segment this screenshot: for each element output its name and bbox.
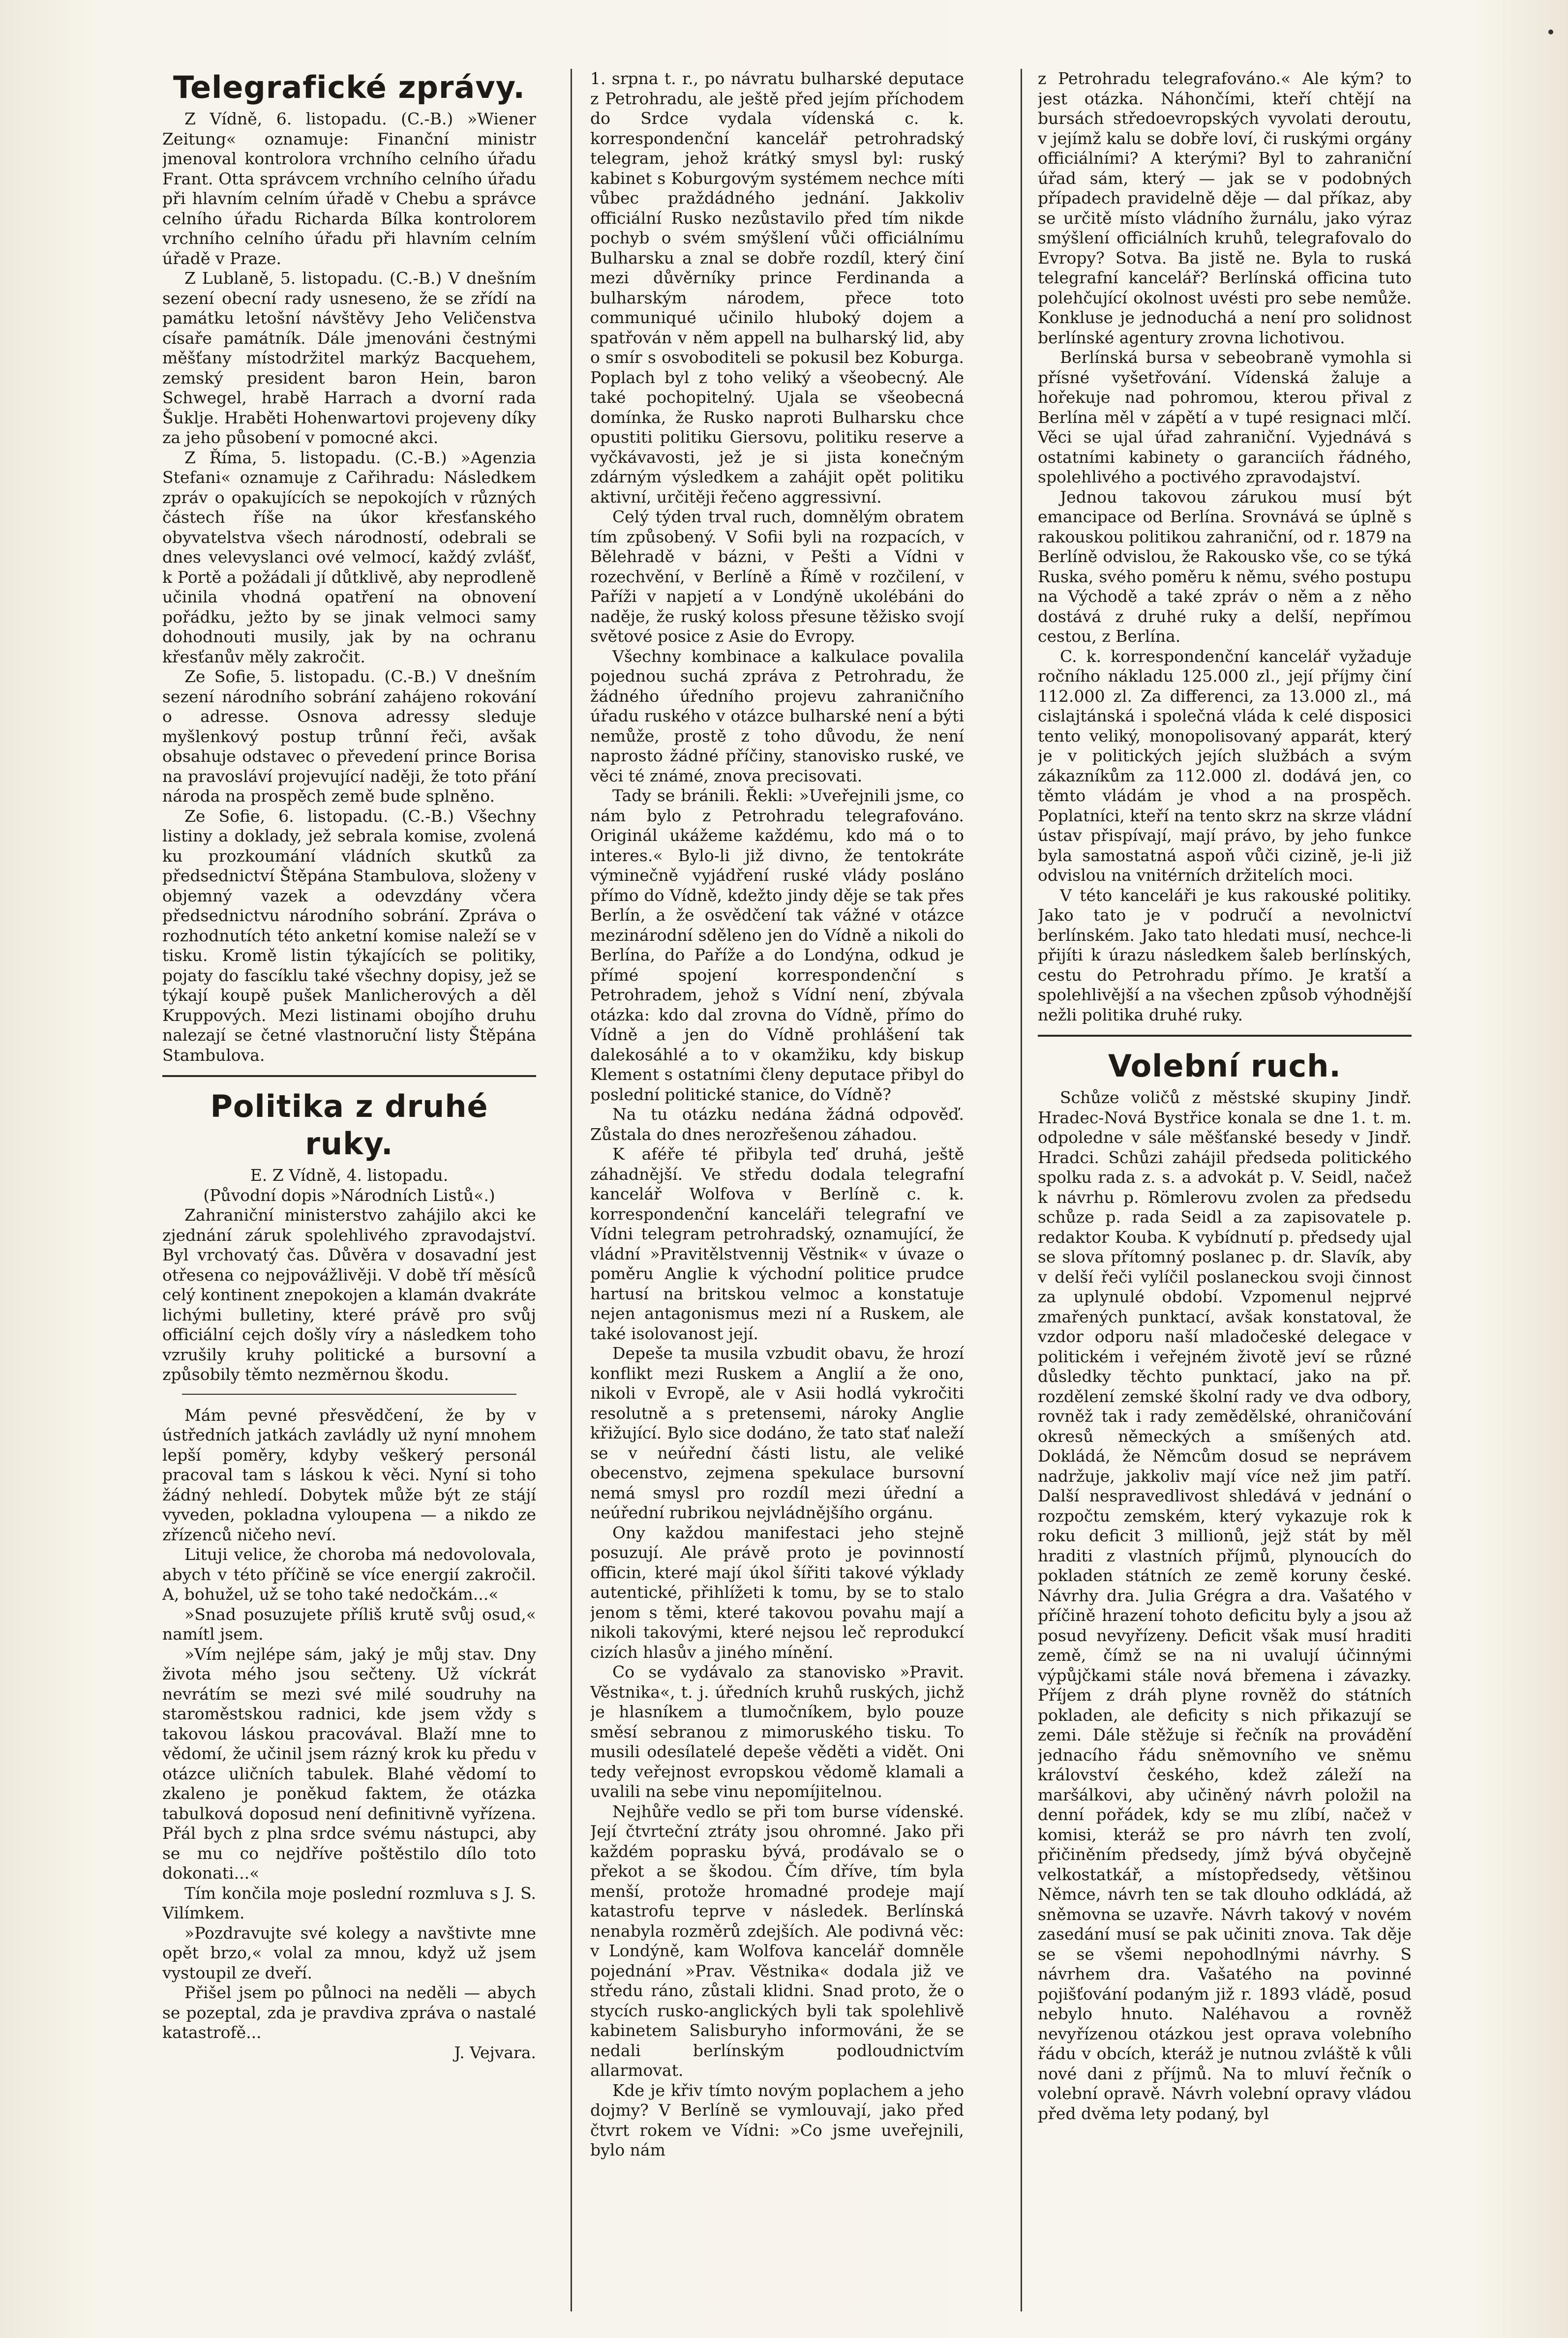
election-paragraph: Schůze voličů z městské skupiny Jindř. Hradec-Nová Bystřice konala se dne 1. t. m. odpoledne v sále měšťanské besedy v Jindř. Hradci. Schůzi zahájil předseda politického spolku rada z. s. a advokát p. V. Seidl, načež k návrhu p. Römlerovu zvolen za předsedu schůze p. rada Seidl a za zapisovatele p. redaktor Kouba. K vybídnutí p. předsedy ujal se slova přítomný poslanec p. dr. Slavík, aby v delší řeči vylíčil poslaneckou svoji činnost za uplynulé období. Vzpomenul nejprvé zmařených punktací, avšak konstatoval, že vzdor odporu naší mladočeské delegace v politickém i veřejném životě jeví se různé důsledky těchto punktací, jako na př. rozdělení zemské školní rady ve dva odbory, rovněž tak i rady zemědělské, ohraničování okresů německých a smíšených atd. Dokládá, že Němcům dosud se neprávem nadržuje, jakkoliv mají více než jim patří. Další nespravedlivost shledává v jednání o rozpočtu zemském, který vykazuje rok k roku deficit 3 millionů, jejž stát by měl hraditi z vlastních příjmů, plynoucích do pokladen státních ze země koruny české. Návrhy dra. Julia Grégra a dra. Vašatého v příčině hrazení tohoto deficitu byly a jsou až posud nevyřízeny. Deficit však musí hraditi země, čímž se na ni uvalují účinnými výpůjčkami stále nová břemena i závazky. Příjem z dráh plyne rovněž do státních pokladen, ale deficity s nich přikazují se zemi. Dále stěžuje si řečník na provádění jednacího řádu sněmovního ve sněmu království českého, kdež záleží na maršálkovi, aby učiněný návrh položil na denní pořádek, kdy se mu zlíbí, načež v komisi, kteráž se pro návrh ten zvolí, přičiněním předsedy, jímž bývá obyčejně velkostatkář, a místopředsedy, většinou Němce, návrh ten se tak dlouho odkládá, až sněmovna se uzavře. Návrh takový v novém zasedání musí se pak učiniti znova. Tak děje se se všemi nepohodlnými návrhy. S návrhem dra. Vašatého na povinné pojišťování podaným již r. 1893 vládě, posud nebylo hnuto. Naléhavou a rovněž nevyřízenou otázkou jest oprava volebního řádu v obcích, kteráž je nutnou zvláště k vůli nové dani z příjmů. Na to mluví řečník o volební opravě. Návrh volební opravy vládou před dvěma lety podaný, byl [1038,1088,1412,2123]
feuilleton-paragraph: »Snad posuzujete příliš krutě svůj osud,« namítl jsem. [162,1604,536,1644]
feuilleton-paragraph: »Pozdravujte své kolegy a navštivte mne opět brzo,« volal za mnou, když už jsem vystoupil ze dveří. [162,1923,536,1982]
news-item-vienna: Z Vídně, 6. listopadu. (C.-B.) »Wiener Zeitung« oznamuje: Finanční ministr jmenoval kontrolora vrchního celního úřadu Frant. Otta správcem vrchního celního úřadu při hlavním celním úřadě v Chebu a správce celního úřadu Richarda Bílka kontrolorem vrchního celního úřadu při hlavním celním úřadě v Praze. [162,109,536,268]
dateline: E. Z Vídně, 4. listopadu. [250,1166,449,1185]
feuilleton-paragraph: Tím končila moje poslední rozmluva s J. S. Vilímkem. [162,1883,536,1922]
article-paragraph: V této kanceláři je kus rakouské politiky. Jako tato je v područí a nevolnictví berlínském. Jako tato hledati musí, nechce-li přijíti k úrazu následkem šaleb berlínských, cestu do Petrohradu přímo. Je kratší a spolehlivější a na všechen způsob výhodnější nežli politika druhé ruky. [1038,885,1412,1024]
article-paragraph: Depeše ta musila vzbudit obavu, že hrozí konflikt mezi Ruskem a Anglií a že ono, nikoli v Evropě, ale v Asii hodlá vykročiti resolutně a s pretensemi, nároky Anglie křižující. Bylo sice dodáno, že tato stať naleží se v neúřední části listu, ale veliké obecenstvo, zejmena spekulace bursovní nemá smysl pro rozdíl mezi úřední a neúřední rubrikou nejvládnějšího orgánu. [590,1344,964,1522]
feuilleton-paragraph: »Vím nejlépe sám, jaký je můj stav. Dny života mého jsou sečteny. Už víckrát nevrátím se mezi své milé soudruhy na staroměstskou radnici, kde jsem vždy s takovou láskou pracovával. Blaží mne to vědomí, že učinil jsem rázný krok ku předu v otázce uličních tabulek. Blahé vědomí to zkaleno je poněkud faktem, že otázka tabulková doposud není definitivně vyřízena. Přál bych z plna srdce svému nástupci, aby se mu co nejdříve poštěstilo dílo toto dokonati...« [162,1644,536,1883]
article-paragraph: Zahraniční ministerstvo zahájilo akci ke zjednání záruk spolehlivého zpravodajství. Byl vrchovatý čas. Důvěra v dosavadní jest otřesena co nejpovážlivěji. V době tří měsíců celý kontinent znepokojen a klamán dvakráte lichými bulletiny, které právě pro svůj officiální cejch došly víry a následkem toho vzrušily kruhy politické a bursovní a způsobily těmto nezměrnou škodu. [162,1205,536,1384]
column-rule-right [1021,69,1022,2311]
article-paragraph: 1. srpna t. r., po návratu bulharské deputace z Petrohradu, ale ještě před jejím příchodem do Srdce vydala vídenská c. k. korrespondenční kancelář petrohradský telegram, jehož krátký smysl byl: ruský kabinet s Koburgovým systémem nechce míti vůbec praždádného jednání. Jakkoliv officiální Rusko nezůstavilo před tím nikde pochyb o svém smýšlení vůči officiálnímu Bulharsku a znal se dobře rozdíl, který činí mezi důvěrníky prince Ferdinanda a bulharským národem, přece toto communiqué učinilo hluboký dojem a spatřován v něm appell na bulharský lid, aby o smír s osvoboditeli se pokusil bez Koburga. Poplach byl z toho veliký a všeobecný. Ale také pochopitelný. Ujala se všeobecná domínka, že Rusko naproti Bulharsku chce opustiti politiku Giersovu, politiku reserve a vyčkávavosti, jež je si jista konečným zdárným výsledkem a zahájit opět politiku aktivní, určitěji řečeno aggressivní. [590,69,964,507]
article-paragraph: Ony každou manifestaci jeho stejně posuzují. Ale právě proto je povinností officin, které mají úkol šířiti takové výklady autentické, přihlížeti k tomu, by se to stalo jenom s těmi, které takovou povahu mají a nikoli takovými, které nejsou leč reprodukcí cizích hlasův a jiného mínění. [590,1523,964,1662]
article-paragraph: Kde je křiv tímto novým poplachem a jeho dojmy? V Berlíně se vymlouvají, jako před čtvrt rokem ve Vídni: »Co jsme uveřejnili, bylo nám [590,2080,964,2159]
feuilleton-divider [182,1394,516,1395]
article-paragraph: Jednou takovou zárukou musí být emancipace od Berlína. Srovnává se úplně s rakouskou politikou zahraniční, od r. 1879 na Berlíně odvislou, že Rakousko vše, co se týká Ruska, svého poměru k němu, svého postupu na Východě a také zpráv o něm a z něho dostává z druhé ruky a delší, nepřímou cestou, z Berlína. [1038,487,1412,646]
section-divider [1038,1035,1412,1037]
heading-telegraphic-news: Telegrafické zprávy. [173,69,525,105]
source-note: (Původní dopis »Národních Listů«.) [203,1185,495,1205]
article-paragraph: Co se vydávalo za stanovisko »Pravit. Věstnika«, t. j. úředních kruhů ruských, jichž je hlasníkem a tlumočníkem, bylo pouze směsí sebranou z mimoruského tisku. To musili odesílatelé depeše věděti a vidět. Oni tedy veřejnost evropskou vědomě klamali a uvalili na sebe vinu nepomíjitelnou. [590,1662,964,1801]
feuilleton-paragraph: Lituji velice, že choroba má nedovolovala, abych v této příčině se více energií zakročil. A, bohužel, už se toho také nedočkám...« [162,1545,536,1604]
article-paragraph: z Petrohradu telegrafováno.« Ale kým? to jest otázka. Náhončími, kteří chtějí na bursách středoevropských vyvolati deroutu, v jejímž kalu se dobře loví, či ruskými orgány officiálními? A kterými? Byl to zahraniční úřad sám, který — jak se v podobných případech pravidelně děje — dal příkaz, aby se určitě místo vládního žurnálu, jako výraz smýšlení officiálních kruhů, telegrafovalo do Evropy? Sotva. Ba jistě ne. Byla to ruská telegrafní kancelář? Berlínská officina tuto polehčující okolnost uvésti pro sebe nemůže. Konkluse je jednoduchá a není pro solidnost berlínské agentury zrovna lichotivou. [1038,69,1412,347]
news-item-sofia-6: Ze Sofie, 6. listopadu. (C.-B.) Všechny listiny a doklady, jež sebrala komise, zvolená ku prozkoumání vládních skutků za předsednictví Štěpána Stambulova, složeny v objemný vazek a odevzdány včera předsednictvu národního sobrání. Zpráva o rozhodnutích této anketní komise naleží se v tisku. Kromě listin týkajících se politiky, pojaty do fascíklu také všechny dopisy, jež se týkají koupě pušek Manlicherových a děl Kruppových. Mezi listinami obojího druhu nalezají se četné vlastnoruční listy Štěpána Stambulova. [162,806,536,1065]
section-divider [162,1075,536,1077]
heading-election-news: Volební ruch. [1108,1048,1341,1084]
heading-second-hand-politics: Politika z druhé ruky. [210,1088,488,1162]
news-item-rome: Z Říma, 5. listopadu. (C.-B.) »Agenzia Stefani« oznamuje z Cařihradu: Následkem zpráv o opakujících se nepokojích v různých částech říše na úkor křesťanského obyvatelstva všech národností, odebrali se dnes velevyslanci ové velmocí, každý zvlášť, k Portě a požádali jí důtklivě, aby neprodleně učinila vhodná opatření na obnovení pořádku, ježto by se jinak velmoci samy dohodnouti musily, jak by na ochranu křesťanův měly zakročit. [162,448,536,666]
feuilleton-paragraph: Mám pevné přesvědčení, že by v ústředních jatkách zavládly už nyní mnohem lepší poměry, kdyby veškerý personál pracoval tam s láskou k věci. Nyní si toho žádný nehledí. Dobytek může být ze stájí vyveden, pokladna vyloupena — a nikdo ze zřízenců ničeho neví. [162,1405,536,1544]
news-item-ljubljana: Z Lublaně, 5. listopadu. (C.-B.) V dnešním sezení obecní rady usneseno, že se zřídí na památku letošní návštěvy Jeho Veličenstva císaře památník. Dále jmenováni čestnými měšťany místodržitel markýz Bacquehem, zemský president baron Hein, baron Schwegel, hrabě Harrach a dvorní rada Šuklje. Hraběti Hohenwartovi projeveny díky za jeho působení v pomocné akci. [162,269,536,447]
feuilleton-paragraph: Přišel jsem po půlnoci na neděli — abych se pozeptal, zda je pravdiva zpráva o nastalé katastrofě... [162,1983,536,2042]
article-paragraph: Nejhůře vedlo se při tom burse vídenské. Její čtvrteční ztráty jsou ohromné. Jako při každém poprasku bývá, prodávalo se o překot a se škodou. Čím dříve, tím byla menší, protože hromadné prodeje mají katastrofu teprve v následek. Berlínská nenabyla rozměrů zdejších. Ale podivná věc: v Londýně, kam Wolfova kancelář domněle pojednání »Prav. Věstnika« dodala již ve středu ráno, zůstali klidni. Snad proto, že o stycích rusko-anglických byli tak spolehlivě kabinetem Salisburyho informováni, že se nedali berlínským podloudnictvím allarmovat. [590,1801,964,2080]
article-paragraph: Tady se bránili. Řekli: »Uveřejnili jsme, co nám bylo z Petrohradu telegrafováno. Originál ukážeme každému, kdo má o to interes.« Bylo-li již divno, že tentokráte výminečně vyjádření ruské vlády posláno přímo do Vídně, kdežto jindy děje se tak přes Berlín, a že osvědčení tak vážné v otázce mezinárodní sděleno jen do Vídně a nikoli do Berlína, do Paříže a do Londýna, odkud je přímé spojení korrespondenční s Petrohradem, jehož s Vídní není, zbývala otázka: kdo dal zrovna do Vídně, přímo do Vídně a jen do Vídně prohlášení tak dalekosáhlé a to v okamžiku, kdy biskup Klement s ostatními členy deputace přibyl do poslední politické stanice, do Vídně? [590,786,964,1104]
article-paragraph: Všechny kombinace a kalkulace povalila pojednou suchá zpráva z Petrohradu, že žádného úředního projevu zahraničního úřadu ruského v otázce bulharské není a býti nemůže, prostě z toho důvodu, že není naprosto žádné příčiny, stanovisko ruské, ve věci té známé, znova precisovati. [590,646,964,785]
signature-line [162,2043,536,2063]
article-paragraph: Na tu otázku nedána žádná odpověď. Zůstala do dnes nerozřešenou záhadou. [590,1105,964,1144]
article-paragraph: K aféře té přibyla teď druhá, ještě záhadnější. Ve středu dodala telegrafní kancelář Wolfova v Berlíně c. k. korrespondenční kanceláři telegrafní ve Vídni telegram petrohradský, oznamující, že vládní »Pravitělstvennij Věstnik« v úvaze o poměru Anglie k východní politice prudce hartusí na britskou velmoc a konstatuje nejen antagonismus mezi ní a Ruskem, ale také isolovanost její. [590,1144,964,1343]
column-2 [590,69,964,2308]
column-rule-left [571,69,572,2311]
article-paragraph: C. k. korrespondenční kancelář vyžaduje ročního nákladu 125.000 zl., její příjmy činí 112.000 zl. Za differenci, za 13.000 zl., má cislajtánská i společná vláda k celé disposici tento veliký, monopolisovaný apparát, který je v politických jejích službách a svým zákazníkům za 112.000 zl. dodává jen, co těmto vládám je vhod a na prospěch. Poplatníci, kteří na tento skrz na skrze vládní ústav přispívají, mají právo, by jeho funkce byla samostatná aspoň vůči cizině, je-li již odvislou na vnitérních držitelích moci. [1038,646,1412,885]
page-edge-mark [1548,30,1553,34]
article-paragraph: Celý týden trval ruch, domnělým obratem tím způsobený. V Sofii byli na rozpacích, v Bělehradě v bázni, v Pešti a Vídni v rozechvění, v Berlíně a Římě v rozčilení, v Paříži v napjetí a v Londýně ukolébáni do naděje, že ruský koloss přesune těžisko svojí světové posice z Asie do Evropy. [590,507,964,646]
news-item-sofia-5: Ze Sofie, 5. listopadu. (C.-B.) V dnešním sezení národního sobrání zahájeno rokování o adresse. Osnova adressy sleduje myšlenkový postup trůnní řeči, avšak obsahuje odstavec o převedení prince Borisa na pravosláví projevující naději, že toto přání národa na prospěch země bude splněno. [162,667,536,806]
column-3 [1038,69,1412,2308]
author-signature: J. Vejvara. [454,2042,536,2062]
article-paragraph: Berlínská bursa v sebeobraně vymohla si přísné vyšetřování. Vídenská žaluje a hořekuje nad pohromou, kterou přival z Berlína měl v zápětí a v tupé resignaci mlčí. Věci se ujal úřad zahraniční. Vyjednává s ostatními kabinety o garanciích řádného, spolehlivého a poctivého zpravodajství. [1038,348,1412,486]
column-1 [162,69,536,2308]
